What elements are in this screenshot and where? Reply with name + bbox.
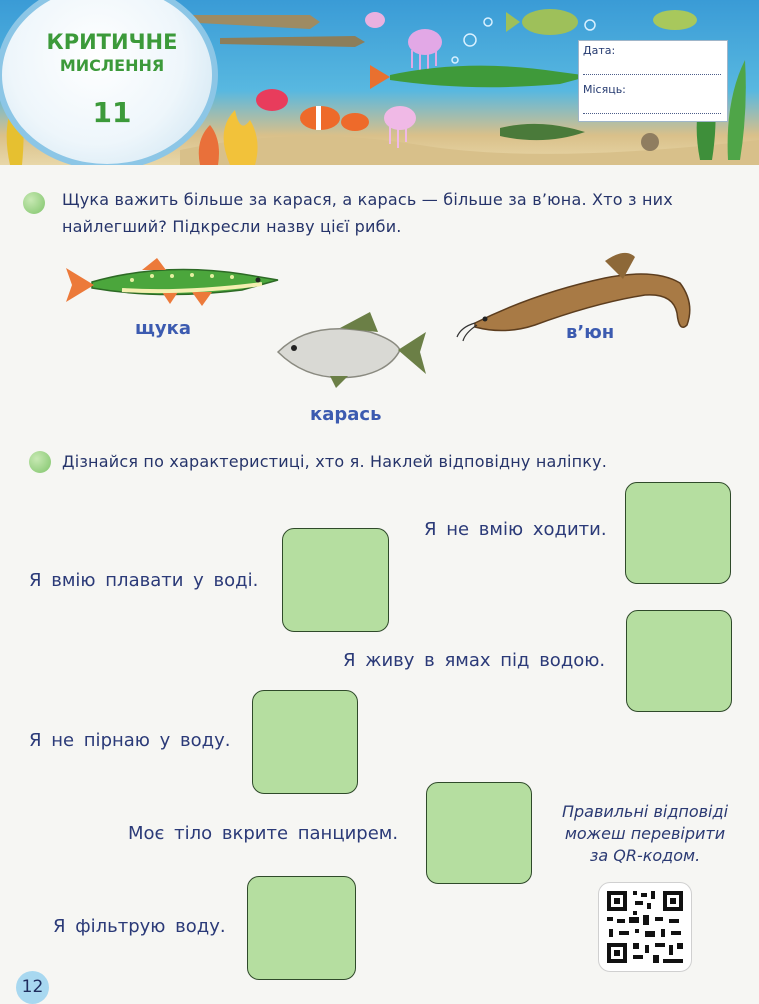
sticker-slot-1[interactable] [625,482,731,584]
task2-bullet-icon [29,451,51,473]
fish-name-loach[interactable]: в’юн [566,322,615,343]
qr-note [552,801,738,867]
date-month-box [578,40,728,122]
header-banner [0,0,759,165]
qr-note-line3: за QR-кодом. [589,846,701,865]
statement-1: Я не вмію ходити. [424,519,607,540]
badge-title-line1: КРИТИЧНЕ [46,30,178,54]
task1-bullet-icon [23,192,45,214]
statement-4: Я не пірнаю у воду. [29,730,231,751]
sticker-slot-5[interactable] [426,782,532,884]
statement-5: Моє тіло вкрите панцирем. [128,823,399,844]
sticker-slot-3[interactable] [626,610,732,712]
critical-thinking-badge [0,0,218,165]
badge-title-line2: МИСЛЕННЯ [59,56,165,75]
fish-name-crucian-carp[interactable]: карась [310,404,382,425]
month-label: Місяць: [583,83,626,96]
month-write-line[interactable] [583,113,721,114]
qr-code[interactable] [598,882,692,972]
sticker-slot-6[interactable] [247,876,356,980]
fish-name-pike[interactable]: щука [135,318,191,339]
crucian-carp-icon [270,310,430,390]
sticker-slot-2[interactable] [282,528,389,632]
qr-note-line1: Правильні відповіді [561,802,729,821]
page-number: 12 [16,971,49,1004]
task1-instruction: Щука важить більше за карася, а карась — більше за в’юна. Хто з них найлегший? Підкресли назву цієї риби. [62,190,673,236]
statement-2: Я вмію плавати у воді. [29,570,259,591]
qr-note-line2: можеш перевірити [564,824,726,843]
task2-instruction: Дізнайся по характеристиці, хто я. Наклей відповідну наліпку. [62,452,608,471]
date-label: Дата: [583,44,616,57]
qr-code-icon [599,883,691,971]
statement-6: Я фільтрую воду. [53,916,226,937]
pike-icon [62,254,282,314]
sticker-slot-4[interactable] [252,690,358,794]
date-write-line[interactable] [583,74,721,75]
statement-3: Я живу в ямах під водою. [343,650,606,671]
badge-lesson-number: 11 [92,96,132,129]
